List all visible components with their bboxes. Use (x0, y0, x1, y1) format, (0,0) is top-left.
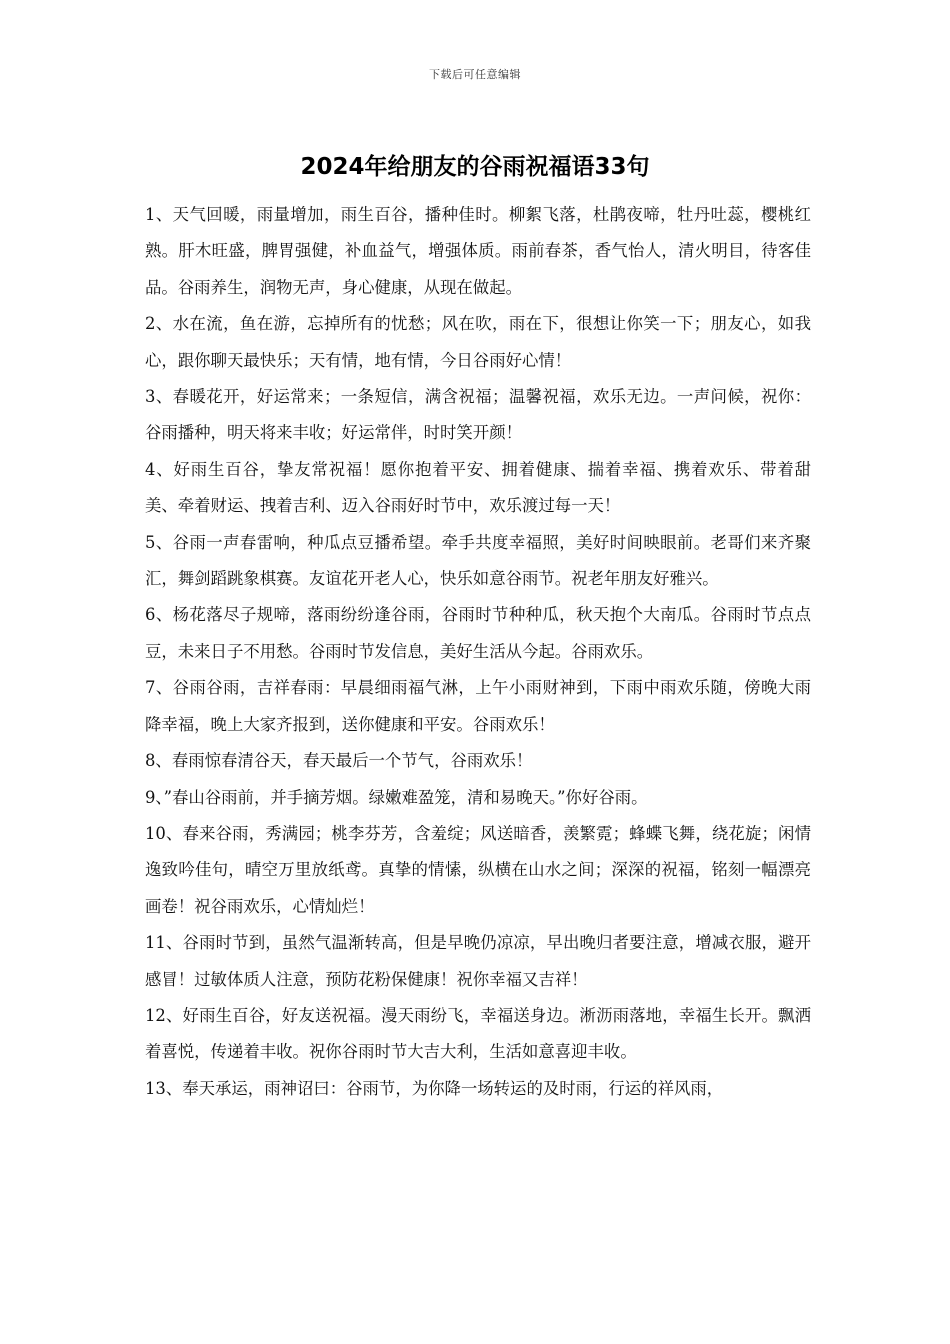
body-text (145, 197, 811, 1107)
paragraph-10: 10、春来谷雨，秀满园；桃李芬芳，含羞绽；风送暗香，羡繁霓；蜂蝶飞舞，绕花旋；闲情逸致吟佳句，晴空万里放纸鸢。真挚的情愫，纵横在山水之间；深深的祝福，铭刻一幅漂亮画卷！祝谷雨欢乐，心情灿烂！ (145, 823, 811, 916)
page-title: 2024年给朋友的谷雨祝福语33句 (300, 154, 650, 180)
paragraph-1: 1、天气回暖，雨量增加，雨生百谷，播种佳时。柳絮飞落，杜鹃夜啼，牡丹吐蕊，樱桃红熟。肝木旺盛，脾胃强健，补血益气，增强体质。雨前春茶，香气怡人，清火明目，待客佳品。谷雨养生，润物无声，身心健康，从现在做起。 (145, 205, 811, 297)
paragraph-3: 3、春暖花开，好运常来；一条短信，满含祝福；温馨祝福，欢乐无边。一声问候，祝你：谷雨播种，明天将来丰收；好运常伴，时时笑开颜！ (145, 387, 811, 443)
paragraph-13: 13、奉天承运，雨神诏曰：谷雨节，为你降一场转运的及时雨，行运的祥风雨， (145, 1078, 724, 1098)
paragraph-7: 7、谷雨谷雨，吉祥春雨：早晨细雨福气淋，上午小雨财神到，下雨中雨欢乐随，傍晚大雨降幸福，晚上大家齐报到，送你健康和平安。谷雨欢乐！ (145, 678, 811, 734)
paragraph-4: 4、好雨生百谷，挚友常祝福！愿你抱着平安、拥着健康、揣着幸福、携着欢乐、带着甜美、牵着财运、拽着吉利、迈入谷雨好时节中，欢乐渡过每一天！ (145, 459, 811, 516)
paragraph-12: 12、好雨生百谷，好友送祝福。漫天雨纷飞，幸福送身边。淅沥雨落地，幸福生长开。飘洒着喜悦，传递着丰收。祝你谷雨时节大吉大利，生活如意喜迎丰收。 (145, 1005, 811, 1062)
paragraph-5: 5、谷雨一声春雷响，种瓜点豆播希望。牵手共度幸福照，美好时间映眼前。老哥们来齐聚汇，舞剑蹈跳象棋赛。友谊花开老人心，快乐如意谷雨节。祝老年朋友好雅兴。 (145, 532, 811, 589)
paragraph-8: 8、春雨惊春清谷天，春天最后一个节气，谷雨欢乐！ (145, 751, 533, 771)
paragraph-6: 6、杨花落尽子规啼，落雨纷纷逢谷雨，谷雨时节种种瓜，秋天抱个大南瓜。谷雨时节点点豆，未来日子不用愁。谷雨时节发信息，美好生活从今起。谷雨欢乐。 (145, 605, 811, 661)
paragraph-2: 2、水在流，鱼在游，忘掉所有的忧愁；风在吹，雨在下，很想让你笑一下；朋友心，如我心，跟你聊天最快乐；天有情，地有情，今日谷雨好心情！ (145, 314, 811, 370)
paragraph-9: 9、”春山谷雨前，并手摘芳烟。绿嫩难盈笼，清和易晚天。”你好谷雨。 (145, 787, 648, 807)
paragraph-11: 11、谷雨时节到，虽然气温渐转高，但是早晚仍凉凉，早出晚归者要注意，增减衣服，避开感冒！过敏体质人注意，预防花粉保健康！祝你幸福又吉祥！ (145, 933, 811, 989)
header-note: 下载后可任意编辑 (429, 68, 521, 81)
